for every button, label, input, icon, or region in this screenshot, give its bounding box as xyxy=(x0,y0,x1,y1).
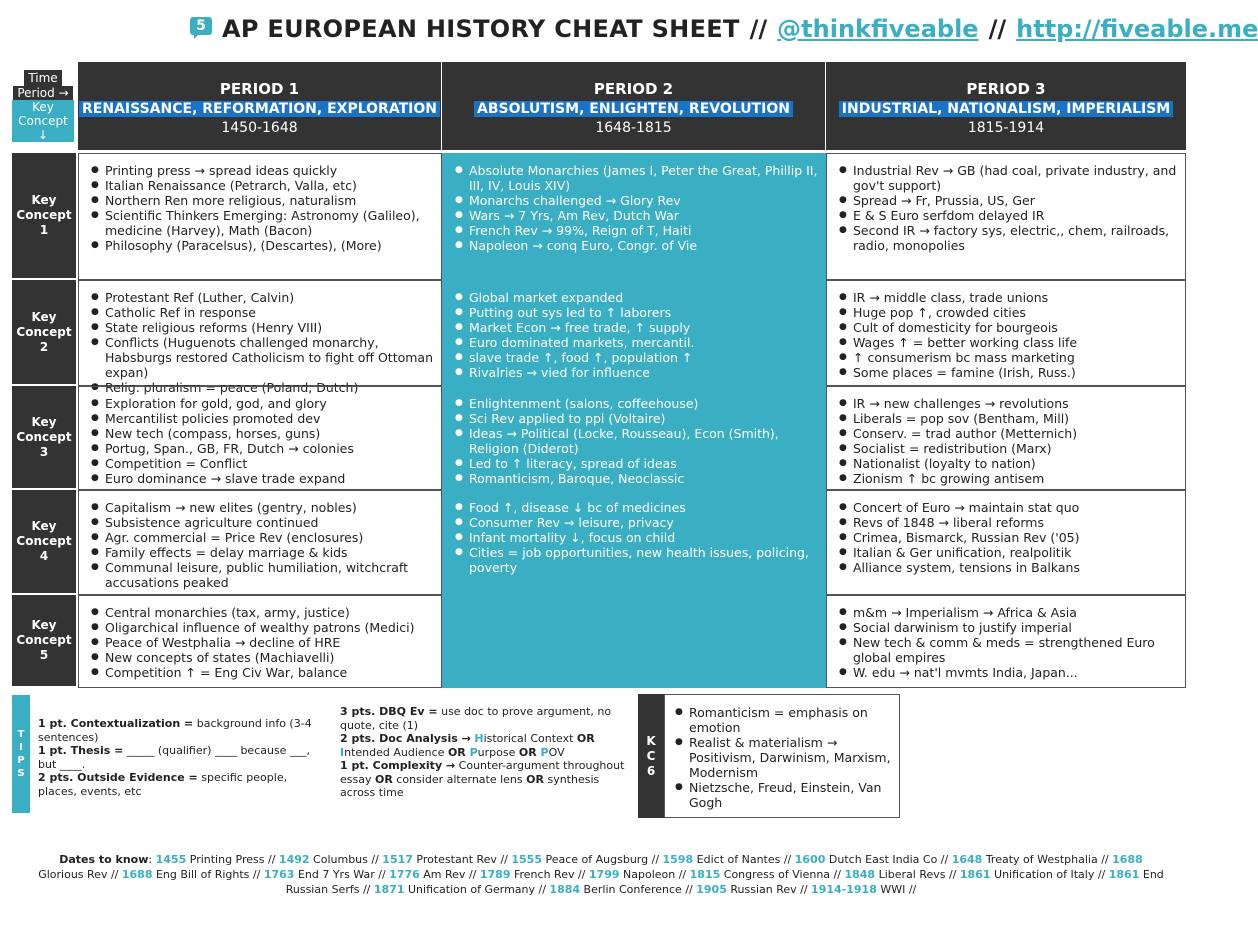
concept-cell-p2 xyxy=(442,595,826,688)
list-item: ● Socialist = redistribution (Marx) xyxy=(839,441,1179,456)
list-item: ● Market Econ → free trade, ↑ supply xyxy=(455,320,819,335)
tips-label: T I P S xyxy=(12,695,30,813)
date-event: Peace of Augsburg xyxy=(545,853,649,866)
list-item: ● Wars → 7 Yrs, Am Rev, Dutch War xyxy=(455,208,819,223)
list-item: ● Exploration for gold, god, and glory xyxy=(91,396,435,411)
concept-cell-p3 xyxy=(826,490,1186,595)
concept-cell-p1 xyxy=(78,490,442,595)
list-item: ● E & S Euro serfdom delayed IR xyxy=(839,208,1179,223)
twitter-link[interactable]: @thinkfiveable xyxy=(777,15,979,43)
list-item: ● Nietzsche, Freud, Einstein, Van Gogh xyxy=(675,780,893,810)
list-item: ● Central monarchies (tax, army, justice) xyxy=(91,605,435,620)
list-item: ● Philosophy (Paracelsus), (Descartes), (More) xyxy=(91,238,435,253)
fiveable-logo-icon: 5 xyxy=(190,17,212,41)
date-year: 1688 xyxy=(121,868,153,881)
list-item: ● IR → middle class, trade unions xyxy=(839,290,1179,305)
date-year: 1776 xyxy=(389,868,420,881)
concept-cell-p2 xyxy=(442,153,826,280)
list-item: ● Social darwinism to justify imperial xyxy=(839,620,1179,635)
list-item: ● Conflicts (Huguenots challenged monarchy, Habsburgs restored Catholicism to fight off Ottoman expan) xyxy=(91,335,435,380)
list-item: ● Italian & Ger unification, realpolitik xyxy=(839,545,1179,560)
list-item: ● Huge pop ↑, crowded cities xyxy=(839,305,1179,320)
period-3-header: PERIOD 3 INDUSTRIAL, NATIONALISM, IMPERIALISM 1815-1914 xyxy=(826,62,1186,150)
list-item: ● Conserv. = trad author (Metternich) xyxy=(839,426,1179,441)
concept-cell-p1 xyxy=(78,153,442,280)
date-year: 1871 xyxy=(373,883,405,896)
date-event: End Russian Serfs xyxy=(285,868,1164,896)
list-item: ● Rivalries → vied for influence xyxy=(455,365,819,380)
list-item: ● Communal leisure, public humiliation, witchcraft accusations peaked xyxy=(91,560,435,590)
header-separator: // xyxy=(749,15,768,43)
list-item: ● Crimea, Bismarck, Russian Rev ('05) xyxy=(839,530,1179,545)
list-item: ● Putting out sys led to ↑ laborers xyxy=(455,305,819,320)
list-item: ● Absolute Monarchies (James I, Peter the Great, Phillip II, III, IV, Louis XIV) xyxy=(455,163,819,193)
list-item: ● Some places = famine (Irish, Russ.) xyxy=(839,365,1179,380)
list-item: ● slave trade ↑, food ↑, population ↑ xyxy=(455,350,819,365)
concept-cell-p1 xyxy=(78,386,442,490)
date-year: 1455 xyxy=(155,853,187,866)
date-event: End 7 Yrs War xyxy=(297,868,375,881)
date-event: WWI xyxy=(880,883,906,896)
key-concept-label: Key Concept 4 xyxy=(12,490,76,595)
list-item: ● Wages ↑ = better working class life xyxy=(839,335,1179,350)
list-item: ● Infant mortality ↓, focus on child xyxy=(455,530,819,545)
page-title: AP EUROPEAN HISTORY CHEAT SHEET xyxy=(222,15,740,43)
list-item: ● Family effects = delay marriage & kids xyxy=(91,545,435,560)
list-item: ● Oligarchical influence of wealthy patrons (Medici) xyxy=(91,620,435,635)
list-item: ● New tech & comm & meds = strengthened Euro global empires xyxy=(839,635,1179,665)
list-item: ● Napoleon → conq Euro, Congr. of Vie xyxy=(455,238,819,253)
list-item: ● Capitalism → new elites (gentry, nobles) xyxy=(91,500,435,515)
period-theme: INDUSTRIAL, NATIONALISM, IMPERIALISM xyxy=(839,101,1173,117)
period-years: 1648-1815 xyxy=(595,120,672,136)
concept-cell-p3 xyxy=(826,595,1186,688)
date-year: 1799 xyxy=(588,868,620,881)
date-event: Am Rev xyxy=(423,868,466,881)
date-year: 1517 xyxy=(382,853,413,866)
list-item: ● New tech (compass, horses, guns) xyxy=(91,426,435,441)
period-theme: RENAISSANCE, REFORMATION, EXPLORATION xyxy=(79,101,440,117)
date-year: 1648 xyxy=(951,853,983,866)
corner-label: Time Period → Key Concept ↓ xyxy=(12,70,74,150)
list-item: ● Industrial Rev → GB (had coal, private industry, and gov't support) xyxy=(839,163,1179,193)
list-item: ● New concepts of states (Machiavelli) xyxy=(91,650,435,665)
tips-column-1: 1 pt. Contextualization = background info (3-4 sentences) 1 pt. Thesis = _____ (qualifier) ____ because ___, but ____. 2 pts. Outside Evidence = specific people, places, events, etc xyxy=(38,717,312,798)
list-item: ● Scientific Thinkers Emerging: Astronomy (Galileo), medicine (Harvey), Math (Bacon) xyxy=(91,208,435,238)
list-item: ● Revs of 1848 → liberal reforms xyxy=(839,515,1179,530)
date-year: 1555 xyxy=(511,853,542,866)
list-item: ● Cult of domesticity for bourgeois xyxy=(839,320,1179,335)
date-year: 1688 xyxy=(1112,853,1143,866)
concept-cell-p2 xyxy=(442,280,826,386)
concept-cell-p1 xyxy=(78,280,442,395)
list-item: ● IR → new challenges → revolutions xyxy=(839,396,1179,411)
concept-cell-p1 xyxy=(78,595,442,688)
list-item: ● Competition ↑ = Eng Civ War, balance xyxy=(91,665,435,680)
date-year: 1905 xyxy=(696,883,727,896)
date-event: Russian Rev xyxy=(730,883,797,896)
date-year: 1492 xyxy=(278,853,310,866)
list-item: ● Spread → Fr, Prussia, US, Ger xyxy=(839,193,1179,208)
date-event: Berlin Conference xyxy=(583,883,682,896)
dates-label: Dates to know xyxy=(59,853,149,866)
list-item: ● Mercantilist policies promoted dev xyxy=(91,411,435,426)
date-event: Columbus xyxy=(313,853,368,866)
date-event: Printing Press xyxy=(189,853,265,866)
key-concept-label: Key Concept 1 xyxy=(12,153,76,280)
list-item: ● State religious reforms (Henry VIII) xyxy=(91,320,435,335)
date-event: Protestant Rev xyxy=(416,853,497,866)
date-event: Dutch East India Co xyxy=(828,853,938,866)
list-item: ● Agr. commercial = Price Rev (enclosures) xyxy=(91,530,435,545)
list-item: ● Realist & materialism → Positivism, Darwinism, Marxism, Modernism xyxy=(675,735,893,780)
list-item: ● Consumer Rev → leisure, privacy xyxy=(455,515,819,530)
concept-cell-p3 xyxy=(826,153,1186,280)
list-item: ● Sci Rev applied to ppl (Voltaire) xyxy=(455,411,819,426)
list-item: ● Northern Ren more religious, naturalism xyxy=(91,193,435,208)
date-year: 1914-1918 xyxy=(811,883,877,896)
period-years: 1815-1914 xyxy=(967,120,1045,136)
list-item: ● Enlightenment (salons, coffeehouse) xyxy=(455,396,819,411)
date-year: 1861 xyxy=(959,868,991,881)
list-item: ● m&m → Imperialism → Africa & Asia xyxy=(839,605,1179,620)
list-item: ● French Rev → 99%, Reign of T, Haiti xyxy=(455,223,819,238)
list-item: ● W. edu → nat'l mvmts India, Japan... xyxy=(839,665,1179,680)
kc6-label: K C 6 xyxy=(638,694,664,818)
period-years: 1450-1648 xyxy=(221,120,298,136)
date-year: 1600 xyxy=(794,853,826,866)
list-item: ● Ideas → Political (Locke, Rousseau), Econ (Smith), Religion (Diderot) xyxy=(455,426,819,456)
list-item: ● Alliance system, tensions in Balkans xyxy=(839,560,1179,575)
list-item: ● Led to ↑ literacy, spread of ideas xyxy=(455,456,819,471)
concept-cell-p3 xyxy=(826,386,1186,490)
date-year: 1815 xyxy=(689,868,721,881)
list-item: ● Zionism ↑ bc growing antisem xyxy=(839,471,1179,486)
period-2-header: PERIOD 2 ABSOLUTISM, ENLIGHTEN, REVOLUTION 1648-1815 xyxy=(442,62,826,150)
list-item: ● Euro dominance → slave trade expand xyxy=(91,471,435,486)
date-year: 1598 xyxy=(662,853,694,866)
date-event: Glorious Rev xyxy=(38,868,108,881)
dates-to-know: Dates to know: 1455 Printing Press // 1492 Columbus // 1517 Protestant Rev // 1555 Peace of Augsburg // 1598 Edict of Nantes // 1600 Dutch East India Co // 1648 Treaty of Westphalia // 1688 Glorious Rev // 1688 Eng Bill of Rights // 1763 End 7 Yrs War // 1776 Am Rev // 1789 French Rev // 1799 Napoleon // 1815 Congress of Vienna // 1848 Liberal Revs // 1861 Unification of Italy // 1861 End Russian Serfs // 1871 Unification of Germany // 1884 Berlin Conference // 1905 Russian Rev // 1914-1918 WWI // xyxy=(38,853,1164,896)
period-theme: ABSOLUTISM, ENLIGHTEN, REVOLUTION xyxy=(474,101,793,117)
date-event: Liberal Revs xyxy=(878,868,946,881)
list-item: ● Italian Renaissance (Petrarch, Valla, etc) xyxy=(91,178,435,193)
list-item: ● Catholic Ref in response xyxy=(91,305,435,320)
date-event: Treaty of Westphalia xyxy=(985,853,1098,866)
list-item: ● Nationalist (loyalty to nation) xyxy=(839,456,1179,471)
list-item: ● ↑ consumerism bc mass marketing xyxy=(839,350,1179,365)
date-event: Eng Bill of Rights xyxy=(155,868,250,881)
page-header xyxy=(190,12,1258,46)
date-year: 1789 xyxy=(479,868,511,881)
kc6-box xyxy=(664,694,900,818)
list-item: ● Food ↑, disease ↓ bc of medicines xyxy=(455,500,819,515)
concept-cell-p2 xyxy=(442,386,826,490)
date-event: Edict of Nantes xyxy=(696,853,781,866)
list-item: ● Second IR → factory sys, electric,, chem, railroads, radio, monopolies xyxy=(839,223,1179,253)
list-item: ● Protestant Ref (Luther, Calvin) xyxy=(91,290,435,305)
list-item: ● Portug, Span., GB, FR, Dutch → colonies xyxy=(91,441,435,456)
key-concept-label: Key Concept 5 xyxy=(12,595,76,688)
list-item: ● Cities = job opportunities, new health issues, policing, poverty xyxy=(455,545,819,575)
list-item: ● Printing press → spread ideas quickly xyxy=(91,163,435,178)
list-item: ● Subsistence agriculture continued xyxy=(91,515,435,530)
date-event: French Rev xyxy=(513,868,575,881)
header-separator: // xyxy=(988,15,1007,43)
date-year: 1763 xyxy=(263,868,295,881)
list-item: ● Romanticism, Baroque, Neoclassic xyxy=(455,471,819,486)
list-item: ● Euro dominated markets, mercantil. xyxy=(455,335,819,350)
concept-cell-p3 xyxy=(826,280,1186,386)
period-1-header: PERIOD 1 RENAISSANCE, REFORMATION, EXPLORATION 1450-1648 xyxy=(78,62,442,150)
date-year: 1848 xyxy=(844,868,876,881)
date-event: Unification of Germany xyxy=(407,883,536,896)
list-item: ● Relig. pluralism = peace (Poland, Dutch) xyxy=(91,380,435,395)
list-item: ● Monarchs challenged → Glory Rev xyxy=(455,193,819,208)
list-item: ● Romanticism = emphasis on emotion xyxy=(675,705,893,735)
concept-cell-p2 xyxy=(442,490,826,595)
list-item: ● Concert of Euro → maintain stat quo xyxy=(839,500,1179,515)
key-concept-label: Key Concept 2 xyxy=(12,280,76,386)
website-link[interactable]: http://fiveable.me xyxy=(1016,15,1258,43)
date-event: Napoleon xyxy=(623,868,676,881)
date-year: 1884 xyxy=(549,883,581,896)
list-item: ● Competition = Conflict xyxy=(91,456,435,471)
key-concept-label: Key Concept 3 xyxy=(12,386,76,490)
tips-column-2: 3 pts. DBQ Ev = use doc to prove argument, no quote, cite (1) 2 pts. Doc Analysis → Historical Context OR Intended Audience OR Purpose OR POV 1 pt. Complexity → Counter-argument throughout essay OR consider alternate lens OR synthesis across time xyxy=(340,705,625,799)
list-item: ● Liberals = pop sov (Bentham, Mill) xyxy=(839,411,1179,426)
date-year: 1861 xyxy=(1108,868,1140,881)
list-item: ● Peace of Westphalia → decline of HRE xyxy=(91,635,435,650)
date-event: Unification of Italy xyxy=(994,868,1095,881)
date-event: Congress of Vienna xyxy=(723,868,831,881)
list-item: ● Global market expanded xyxy=(455,290,819,305)
